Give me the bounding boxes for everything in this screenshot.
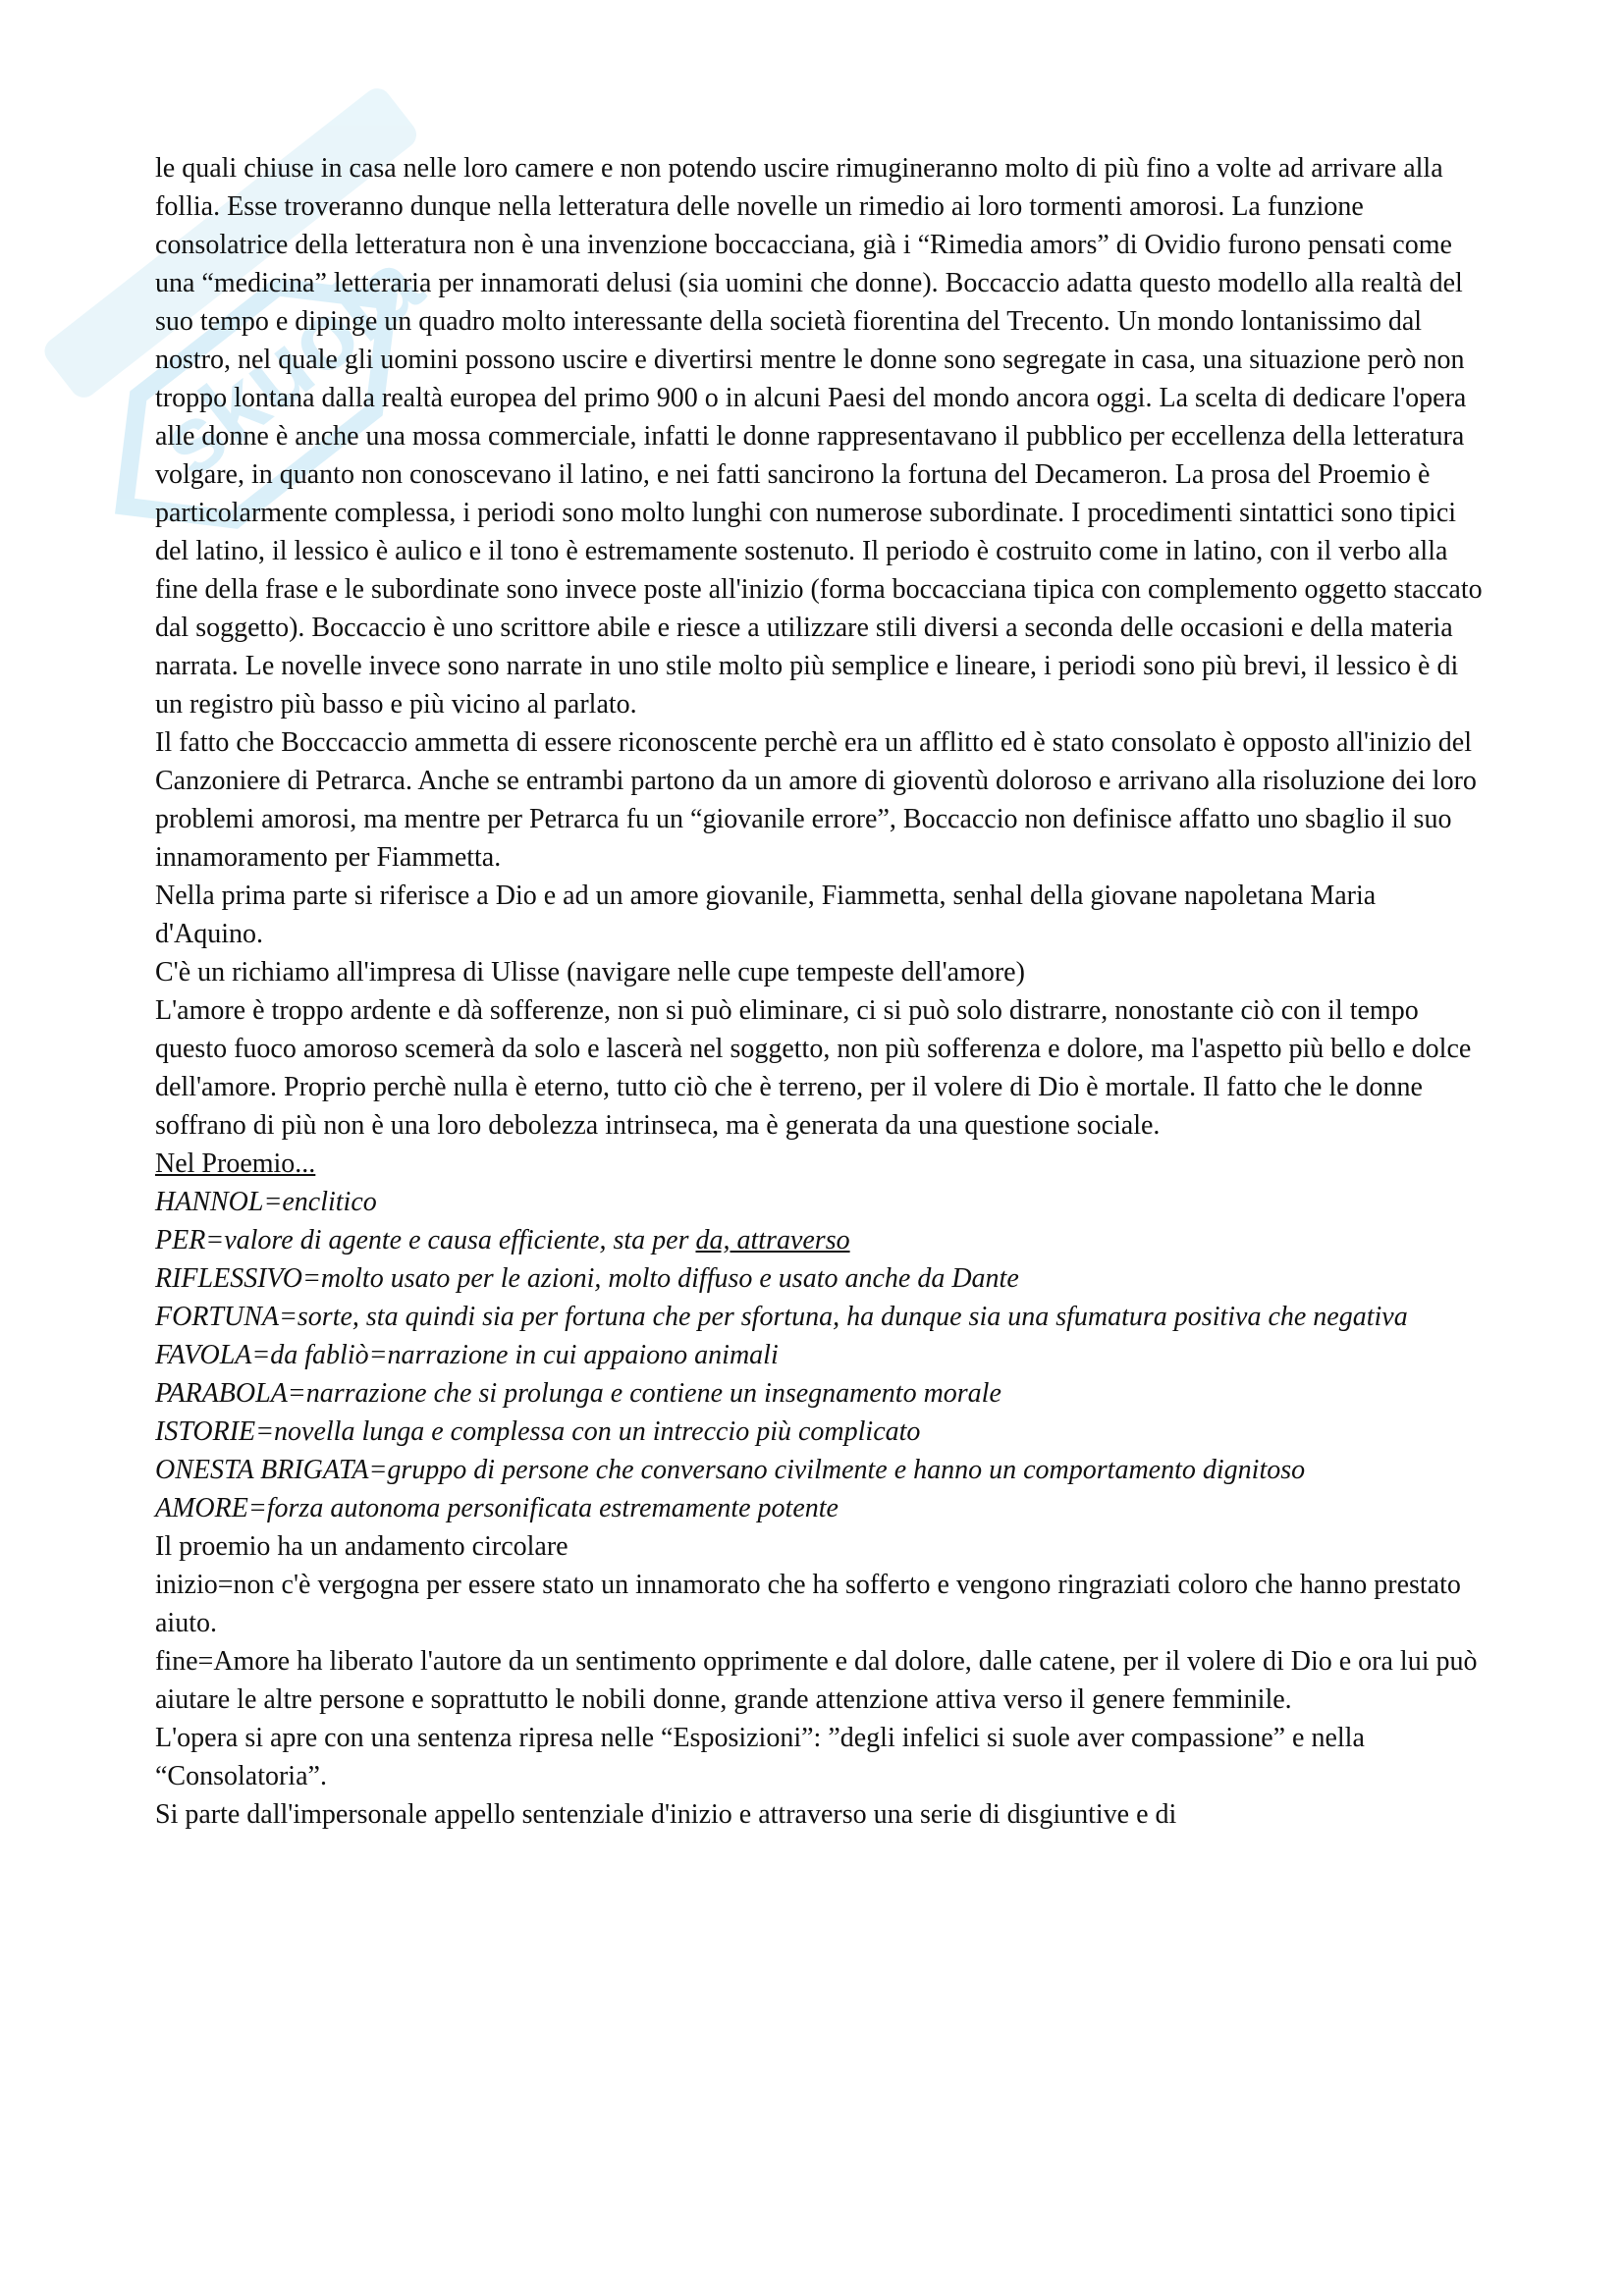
paragraph-ulisse: C'è un richiamo all'impresa di Ulisse (navigare nelle cupe tempeste dell'amore) <box>155 957 1025 988</box>
paragraph-petrarca: Il fatto che Bocccaccio ammetta di essere riconoscente perchè era un afflitto ed è stato consolato è opposto all'inizio del Canzoniere di Petrarca. Anche se entrambi partono da un amore di gioventù doloroso e arrivano alla risoluzione dei loro problemi amorosi, ma mentre per Petrarca fu un “giovanile errore”, Boccaccio non definisce affatto uno sbaglio il suo innamoramento per Fiammetta. <box>155 727 1477 873</box>
glossary-favola: FAVOLA=da fabliò=narrazione in cui appaiono animali <box>155 1340 779 1370</box>
glossary-istorie: ISTORIE=novella lunga e complessa con un intreccio più complicato <box>155 1416 921 1447</box>
closing-sentenza: L'opera si apre con una sentenza ripresa nelle “Esposizioni”: ”degli infelici si suole aver compassione” e nella “Consolatoria”. <box>155 1723 1365 1791</box>
closing-fine: fine=Amore ha liberato l'autore da un sentimento opprimente e dal dolore, dalle catene, per il volere di Dio e ora lui può aiutare le altre persone e soprattutto le nobili donne, grande attenzione attiva verso il genere femminile. <box>155 1646 1478 1715</box>
paragraph-amore: L'amore è troppo ardente e dà sofferenze, non si può eliminare, ci si può solo distrarre, nonostante ciò con il tempo questo fuoco amoroso scemerà da solo e lascerà nel soggetto, non più sofferenza e dolore, ma l'aspetto più bello e dolce dell'amore. Proprio perchè nulla è eterno, tutto ciò che è terreno, per il volere di Dio è mortale. Il fatto che le donne soffrano di più non è una loro debolezza intrinseca, ma è generata da una questione sociale. <box>155 995 1472 1141</box>
paragraph-fiammetta: Nella prima parte si riferisce a Dio e ad un amore giovanile, Fiammetta, senhal della giovane napoletana Maria d'Aquino. <box>155 881 1377 949</box>
glossary-fortuna: FORTUNA=sorte, sta quindi sia per fortuna che per sfortuna, ha dunque sia una sfumatura positiva che negativa <box>155 1302 1408 1332</box>
closing-circolare: Il proemio ha un andamento circolare <box>155 1531 568 1562</box>
closing-disgiuntive: Si parte dall'impersonale appello sentenziale d'inizio e attraverso una serie di disgiuntive e di <box>155 1799 1177 1830</box>
proemio-heading: Nel Proemio... <box>155 1148 316 1179</box>
glossary-per-underlined: da, attraverso <box>695 1225 850 1255</box>
watermark-text: skuola <box>139 230 441 498</box>
glossary-onesta-brigata: ONESTA BRIGATA=gruppo di persone che conversano civilmente e hanno un comportamento dignitoso <box>155 1455 1306 1485</box>
closing-inizio: inizio=non c'è vergogna per essere stato un innamorato che ha sofferto e vengono ringraziati coloro che hanno prestato aiuto. <box>155 1570 1461 1638</box>
glossary-per <box>155 1221 1490 1259</box>
paragraph-intro: le quali chiuse in casa nelle loro camere e non potendo uscire rimugineranno molto di più fino a volte ad arrivare alla follia. Esse troveranno dunque nella letteratura delle novelle un rimedio ai loro tormenti amorosi. La funzione consolatrice della letteratura non è una invenzione boccacciana, già i “Rimedia amors” di Ovidio furono pensati come una “medicina” letteraria per innamorati delusi (sia uomini che donne). Boccaccio adatta questo modello alla realtà del suo tempo e dipinge un quadro molto interessante della società fiorentina del Trecento. Un mondo lontanissimo dal nostro, nel quale gli uomini possono uscire e divertirsi mentre le donne sono segregate in casa, una situazione però non troppo lontana dalla realtà europea del primo 900 o in alcuni Paesi del mondo ancora oggi. La scelta di dedicare l'opera alle donne è anche una mossa commerciale, infatti le donne rappresentavano il pubblico per eccellenza della letteratura volgare, in quanto non conoscevano il latino, e nei fatti sancirono la fortuna del Decameron. La prosa del Proemio è particolarmente complessa, i periodi sono molto lunghi con numerose subordinate. I procedimenti sintattici sono tipici del latino, il lessico è aulico e il tono è estremamente sostenuto. Il periodo è costruito come in latino, con il verbo alla fine della frase e le subordinate sono invece poste all'inizio (forma boccacciana tipica con complemento oggetto staccato dal soggetto). Boccaccio è uno scrittore abile e riesce a utilizzare stili diversi a seconda delle occasioni e della materia narrata. Le novelle invece sono narrate in uno stile molto più semplice e lineare, i periodi sono più brevi, il lessico è di un registro più basso e più vicino al parlato. <box>155 153 1483 720</box>
glossary-per-text: PER=valore di agente e causa efficiente, sta per <box>155 1225 696 1255</box>
document-body <box>155 149 1490 1834</box>
glossary-hannol: HANNOL=enclitico <box>155 1187 377 1217</box>
glossary-parabola: PARABOLA=narrazione che si prolunga e contiene un insegnamento morale <box>155 1378 1001 1409</box>
glossary-riflessivo: RIFLESSIVO=molto usato per le azioni, molto diffuso e usato anche da Dante <box>155 1263 1019 1294</box>
glossary-amore: AMORE=forza autonoma personificata estremamente potente <box>155 1493 839 1523</box>
